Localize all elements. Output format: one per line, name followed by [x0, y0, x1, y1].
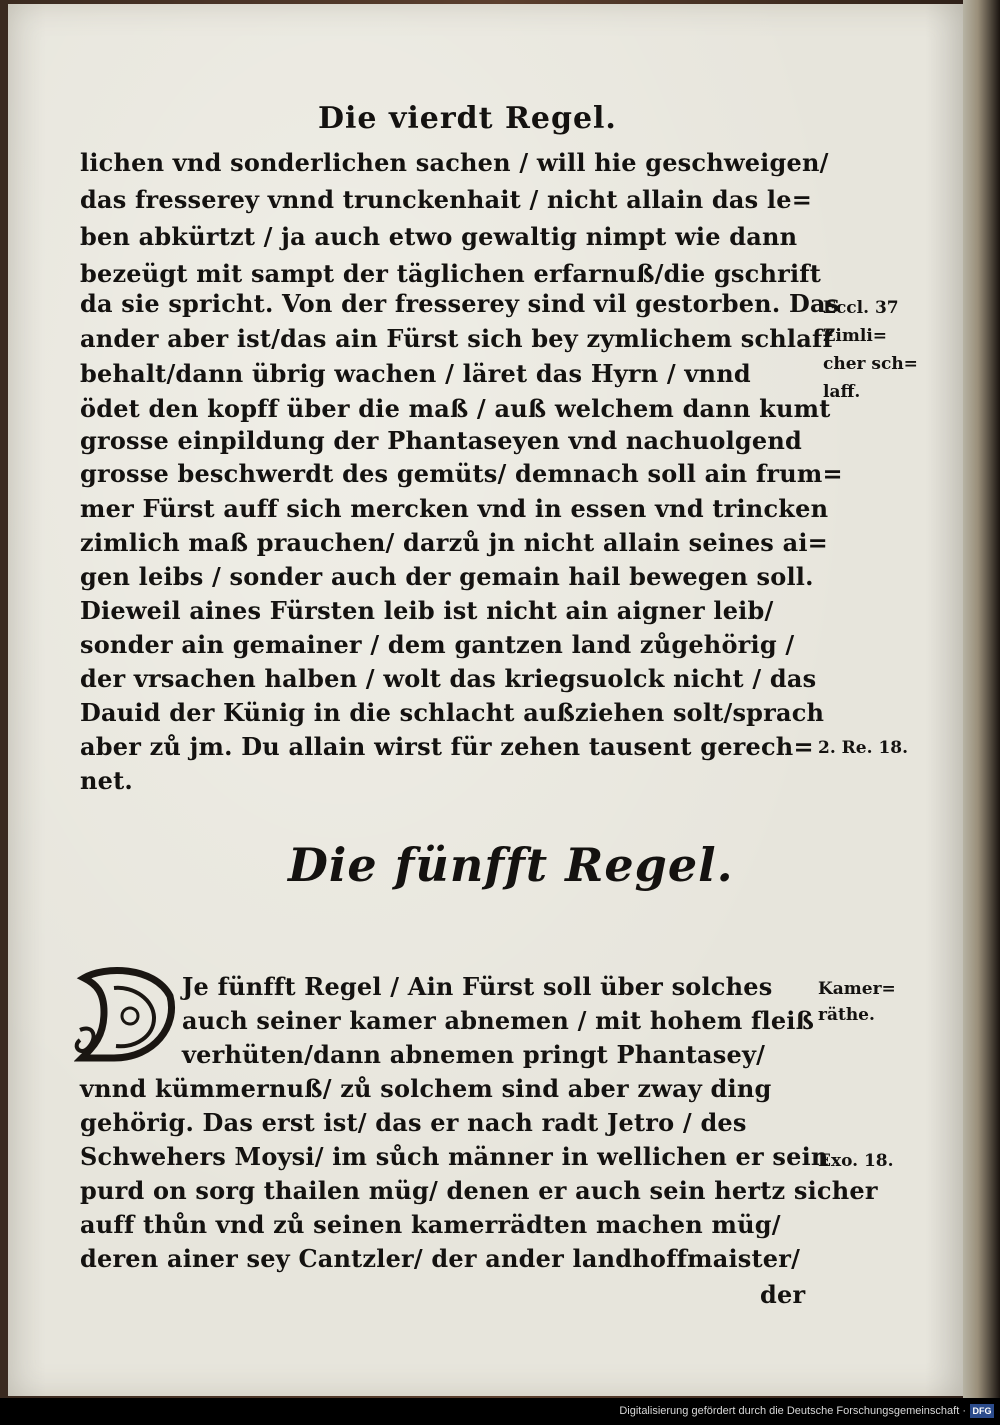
page-gutter [963, 0, 1000, 1398]
text-line: lichen vnd sonderlichen sachen / will hie geschweigen/ [80, 148, 829, 177]
text-line: auff thůn vnd zů seinen kamerrädten machen müg/ [80, 1210, 781, 1239]
margin-note-kamer: Kamer= [818, 979, 896, 999]
text-line: zimlich maß prauchen/ darzů jn nicht allain seines ai= [80, 528, 828, 557]
running-head: Die vierdt Regel. [318, 101, 617, 136]
text-line: da sie spricht. Von der fresserey sind vil gestorben. Das [80, 289, 840, 318]
text-line: ander aber ist/das ain Fürst sich bey zymlichem schlaff [80, 324, 834, 353]
text-line: verhüten/dann abnemen pringt Phantasey/ [182, 1040, 766, 1069]
margin-note-cher: cher sch= [823, 354, 918, 374]
section-heading: Die fünfft Regel. [288, 838, 734, 892]
text-line: vnnd kümmernuß/ zů solchem sind aber zway ding [80, 1074, 772, 1103]
decorated-initial [74, 966, 178, 1062]
text-line: gen leibs / sonder auch der gemain hail bewegen soll. [80, 562, 814, 591]
text-line: purd on sorg thailen müg/ denen er auch sein hertz sicher [80, 1176, 878, 1205]
text-line: Schwehers Moysi/ im sůch männer in wellichen er sein [80, 1142, 829, 1171]
margin-note-kings: 2. Re. 18. [818, 738, 909, 758]
text-line: grosse beschwerdt des gemüts/ demnach soll ain frum= [80, 459, 843, 488]
text-line: behalt/dann übrig wachen / läret das Hyrn / vnnd [80, 359, 751, 388]
text-line: Je fünfft Regel / Ain Fürst soll über solches [182, 972, 773, 1001]
initial-letter [74, 966, 75, 967]
text-line: auch seiner kamer abnemen / mit hohem fleiß [182, 1006, 815, 1035]
text-line: ödet den kopff über die maß / auß welchem dann kumt [80, 394, 831, 423]
margin-note-laff: laff. [823, 382, 861, 402]
text-line: gehörig. Das erst ist/ das er nach radt Jetro / des [80, 1108, 747, 1137]
text-line: mer Fürst auff sich mercken vnd in essen vnd trincken [80, 494, 829, 523]
text-line: deren ainer sey Cantzler/ der ander landhoffmaister/ [80, 1244, 801, 1273]
text-line: sonder ain gemainer / dem gantzen land zůgehörig / [80, 630, 795, 659]
text-line: das fresserey vnnd trunckenhait / nicht allain das le= [80, 185, 813, 214]
text-line: bezeügt mit sampt der täglichen erfarnuß/die gschrift [80, 259, 822, 288]
margin-note-eccl: Eccl. 37 [823, 298, 899, 318]
dfg-logo: DFG [970, 1404, 994, 1418]
margin-note-exo: Exo. 18. [818, 1151, 894, 1171]
text-line: aber zů jm. Du allain wirst für zehen tausent gerech= [80, 732, 814, 761]
margin-note-zimli: Zimli= [823, 326, 888, 346]
text-line: grosse einpildung der Phantaseyen vnd nachuolgend [80, 426, 802, 455]
text-line: Dieweil aines Fürsten leib ist nicht ain aigner leib/ [80, 596, 774, 625]
text-line: Dauid der Künig in die schlacht außziehen solt/sprach [80, 698, 825, 727]
text-line: der vrsachen halben / wolt das kriegsuolck nicht / das [80, 664, 817, 693]
digitization-credit: Digitalisierung gefördert durch die Deutsche Forschungsgemeinschaft · [619, 1405, 966, 1417]
initial-ornament-icon [74, 966, 178, 1062]
text-line: net. [80, 766, 133, 795]
catchword: der [760, 1280, 806, 1309]
text-line: ben abkürtzt / ja auch etwo gewaltig nimpt wie dann [80, 222, 798, 251]
margin-note-rathe: räthe. [818, 1005, 875, 1025]
